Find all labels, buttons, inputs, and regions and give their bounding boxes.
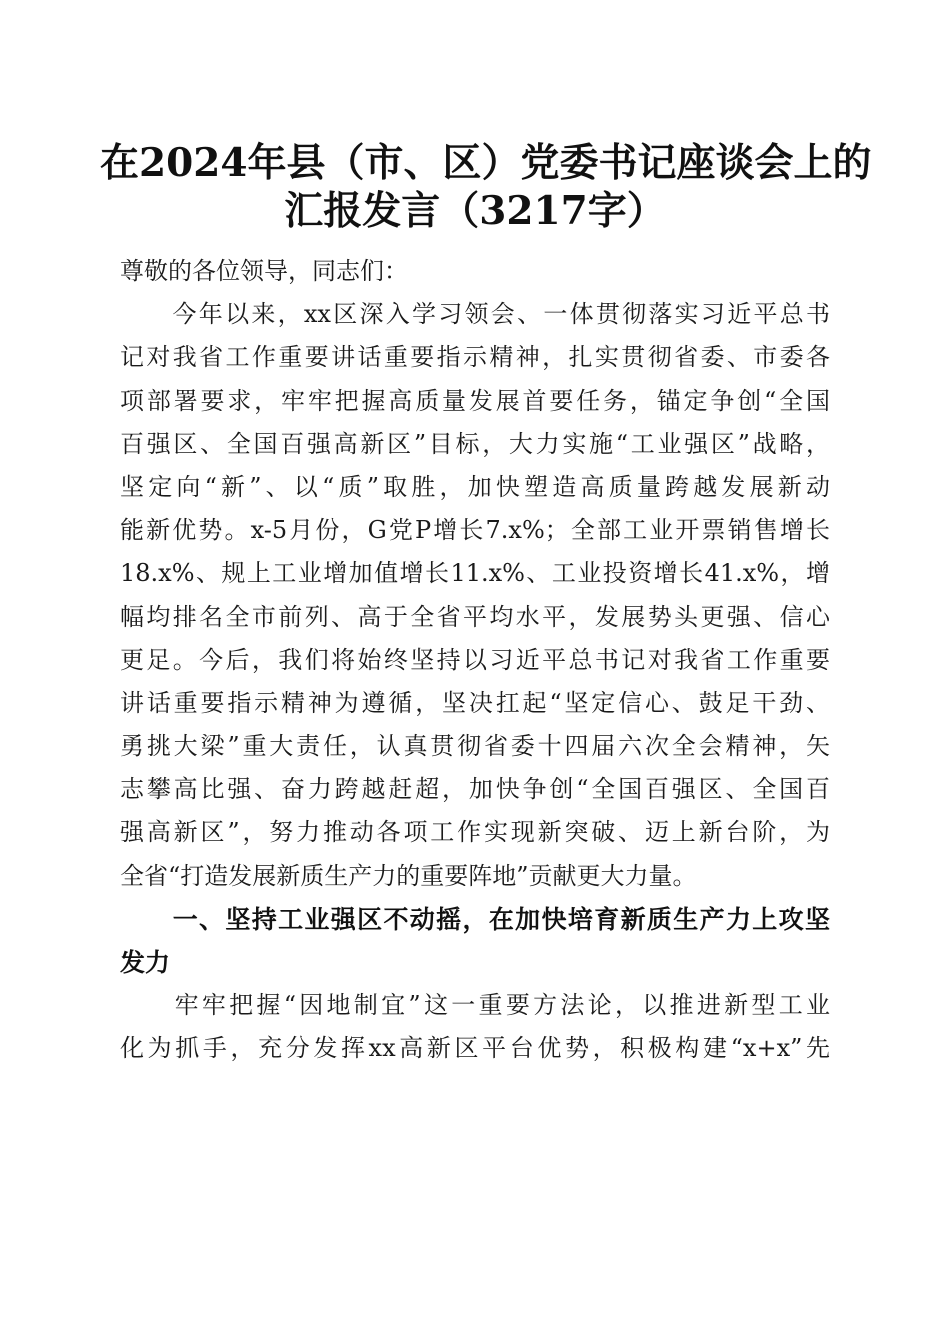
paragraph-1-line: 强高新区”，努力推动各项工作实现新突破、迈上新台阶，为	[120, 818, 830, 847]
paragraph-1-line: 记对我省工作重要讲话重要指示精神，扎实贯彻省委、市委各	[120, 343, 830, 372]
section-heading-line: 发力	[120, 948, 171, 977]
salutation: 尊敬的各位领导，同志们：	[120, 257, 408, 285]
document-title-line-1: 在2024年县（市、区）党委书记座谈会上的	[100, 140, 872, 186]
paragraph-1-line: 讲话重要指示精神为遵循，坚决扛起“坚定信心、鼓足干劲、	[120, 688, 830, 717]
paragraph-2-line: 化为抓手，充分发挥xx高新区平台优势，积极构建“x+x”先	[120, 1034, 830, 1063]
paragraph-1-line: 勇挑大梁”重大责任，认真贯彻省委十四届六次全会精神，矢	[120, 732, 830, 761]
paragraph-1-line: 全省“打造发展新质生产力的重要阵地”贡献更大力量。	[120, 861, 697, 890]
section-heading-line: 一、坚持工业强区不动摇，在加快培育新质生产力上攻坚	[120, 904, 830, 934]
paragraph-1-line: 志攀高比强、奋力跨越赶超，加快争创“全国百强区、全国百	[120, 775, 830, 804]
document-body	[120, 250, 830, 1071]
paragraph-1-line: 18.x%、规上工业增加值增长11.x%、工业投资增长41.x%，增	[120, 559, 830, 588]
paragraph-1-line: 幅均排名全市前列、高于全省平均水平，发展势头更强、信心	[120, 602, 830, 631]
paragraph-1-line: 百强区、全国百强高新区”目标，大力实施“工业强区”战略，	[120, 429, 830, 458]
paragraph-1-line: 能新优势。x-5月份，G党P增长7.x%；全部工业开票销售增长	[120, 516, 830, 545]
paragraph-1-line: 今年以来，xx区深入学习领会、一体贯彻落实习近平总书	[120, 300, 830, 329]
paragraph-1-line: 项部署要求，牢牢把握高质量发展首要任务，锚定争创“全国	[120, 386, 830, 415]
paragraph-1-line: 坚定向“新”、以“质”取胜，加快塑造高质量跨越发展新动	[120, 472, 830, 501]
paragraph-1-line: 更足。今后，我们将始终坚持以习近平总书记对我省工作重要	[120, 645, 830, 674]
document-title-line-2: 汇报发言（3217字）	[284, 188, 666, 234]
paragraph-2-line: 牢牢把握“因地制宜”这一重要方法论，以推进新型工业	[120, 991, 830, 1020]
